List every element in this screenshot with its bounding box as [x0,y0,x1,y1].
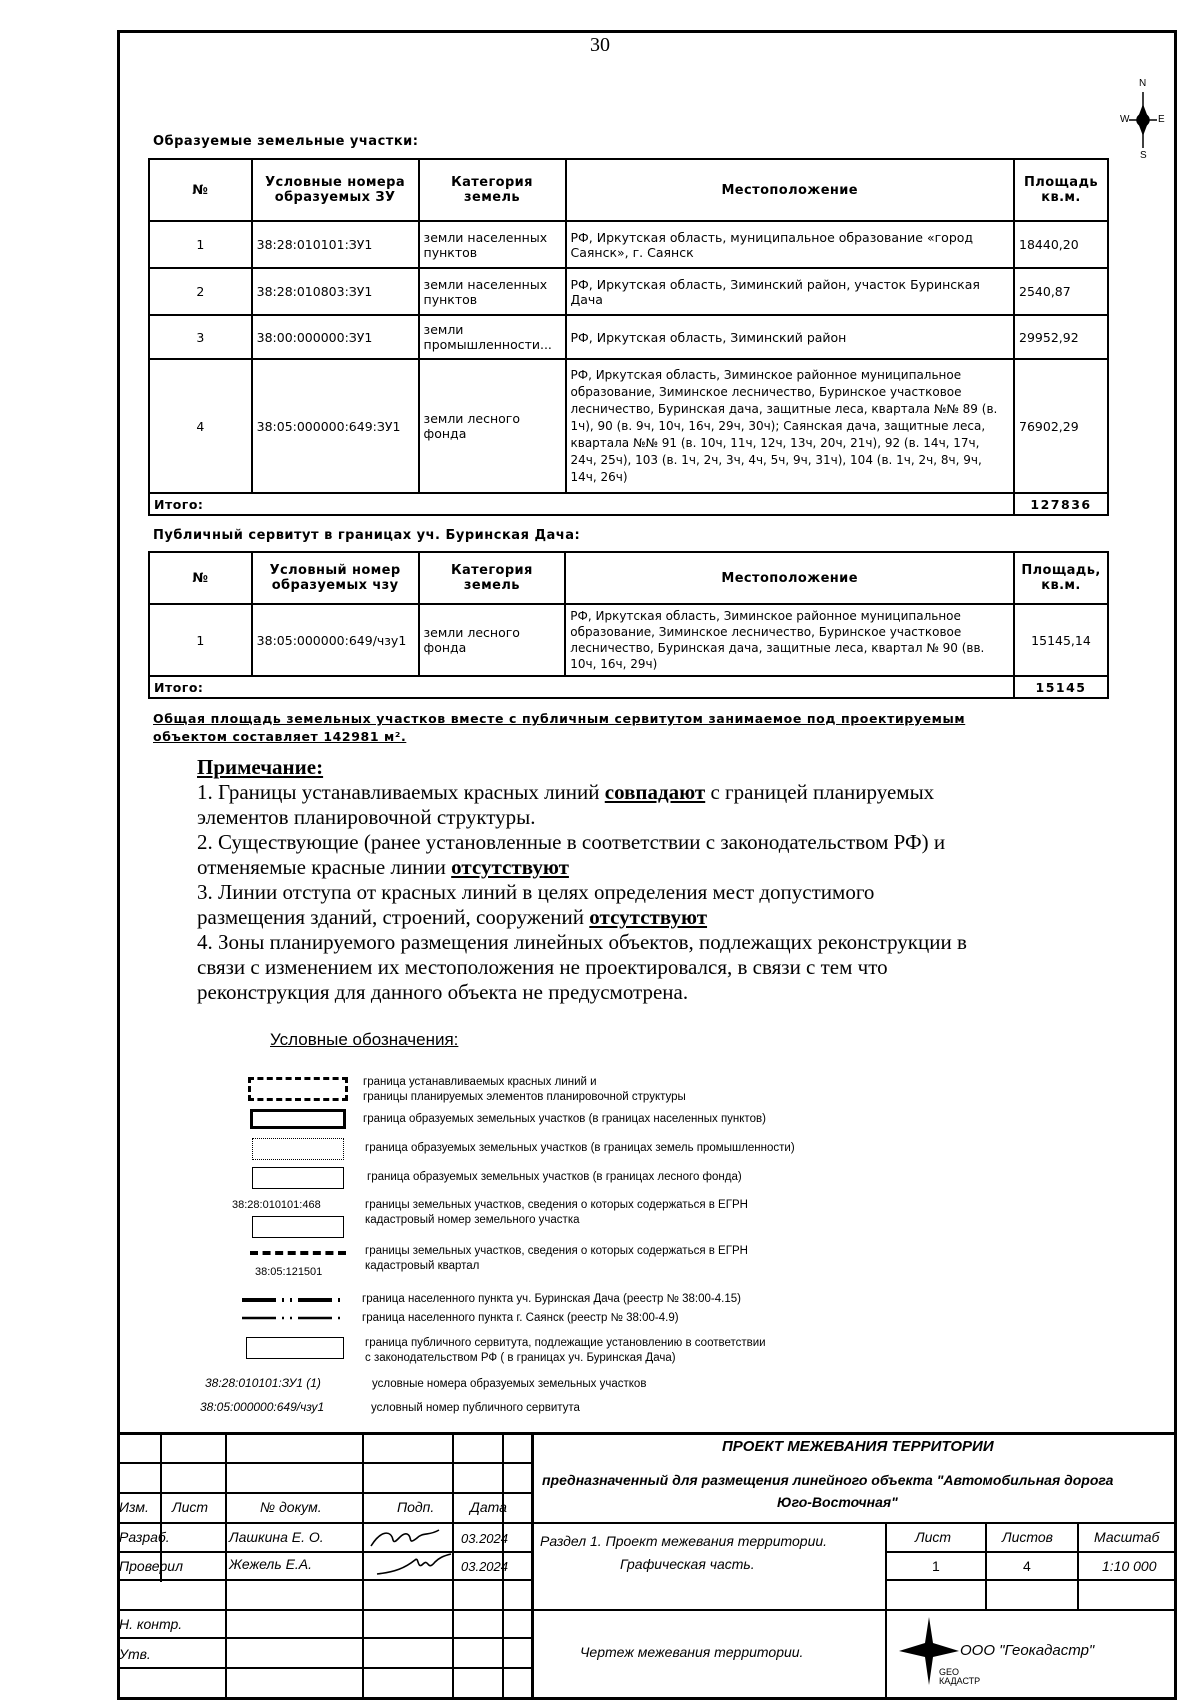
tb-line [117,1462,531,1464]
legend-egrn-plot-symbol [252,1216,344,1238]
legend-item-3: граница образуемых земельных участков (в границах земель промышленности) [365,1142,795,1154]
cell: РФ, Иркутская область, Зиминский район [566,315,1015,359]
note-1 [197,780,977,830]
logo-text-2: КАДАСТР [939,1676,981,1686]
project-subtitle-2: Юго-Восточная" [777,1494,898,1510]
tb-line [117,1432,1177,1435]
tb-line [117,1609,1177,1611]
note-1-emph: совпадают [604,780,706,804]
utv-label: Утв. [119,1646,151,1662]
table1-caption: Образуемые земельные участки: [153,134,419,149]
nkontr-label: Н. контр. [119,1616,183,1632]
note-3-emph: отсутствуют [589,905,708,929]
legend-item-10: условные номера образуемых земельных участков [372,1378,647,1390]
th-plot-id: Условные номера образуемых ЗУ [252,159,419,221]
legend-text: кадастровый квартал [365,1260,480,1272]
legend-quarter-number-sample: 38:05:121501 [255,1266,323,1278]
cell: 2540,87 [1014,268,1108,315]
legend-item-7: граница населенного пункта уч. Буринская Дача (реестр № 38:00-4.15) [362,1293,741,1305]
table-header-row [149,159,1108,221]
notes-title: Примечание: [197,755,324,779]
tb-line [362,1432,364,1700]
proveril-name: Жежель Е.А. [229,1556,313,1572]
cell: 15145,14 [1014,604,1108,676]
tb-line [885,1551,1177,1553]
h-scale: Масштаб [1094,1529,1160,1545]
total-value: 15145 [1014,676,1108,698]
cell: 38:05:000000:649/чзу1 [252,604,419,676]
logo-text-1: GEO [939,1667,960,1677]
legend-text: границы земельных участков, сведения о которых содержаться в ЕГРН [365,1199,748,1211]
note-2-emph: отсутствуют [451,855,569,879]
legend-item-9 [365,1336,766,1366]
legend-servitude-number-sample: 38:05:000000:649/чзу1 [200,1400,325,1414]
summary-line1: Общая площадь земельных участков вместе с публичным сервитутом занимаемое под проектируемым [153,711,966,726]
tb-line [117,1667,531,1669]
cell: 29952,92 [1014,315,1108,359]
legend-text: границы планируемых элементов планировочной структуры [363,1091,686,1103]
cell: 38:28:010101:ЗУ1 [252,221,419,268]
legend-text: кадастровый номер земельного участка [365,1214,580,1226]
section-label: Раздел 1. Проект межевания территории. [540,1533,828,1549]
cell: 38:28:010803:ЗУ1 [252,268,419,315]
th-location: Местоположение [565,552,1014,604]
tb-line [985,1522,987,1609]
cell: РФ, Иркутская область, муниципальное образование «город Саянск», г. Саянск [566,221,1015,268]
cell: 4 [149,359,252,493]
compass-n: N [1139,78,1147,89]
legend-quarter-line-symbol [250,1251,346,1255]
total-label: Итого: [149,676,1014,698]
h-listov: Листов [1002,1529,1053,1545]
legend-red-line-symbol [248,1077,348,1101]
table2-caption: Публичный сервитут в границах уч. Буринская Дача: [153,528,581,543]
note-2 [197,830,977,880]
legend-item-11: условный номер публичного сервитута [371,1402,580,1414]
tb-line [225,1432,227,1700]
v-scale: 1:10 000 [1102,1558,1157,1574]
legend-text: граница устанавливаемых красных линий и [363,1076,597,1088]
tb-line [531,1432,534,1700]
legend-text: границы земельных участков, сведения о которых содержаться в ЕГРН [365,1245,748,1257]
compass-w: W [1120,114,1130,125]
drawing-title: Чертеж межевания территории. [580,1644,804,1660]
note-1-rest: с границей планируемых элементов планировочной структуры. [197,780,935,829]
v-list: 1 [932,1558,940,1574]
note-3 [197,880,977,930]
cell: 38:05:000000:649:ЗУ1 [252,359,419,493]
h-list: Лист [915,1529,952,1545]
th-location: Местоположение [566,159,1015,221]
compass-e: E [1158,114,1165,125]
note-1-text: 1. Границы устанавливаемых красных линий [197,780,605,804]
cell: земли населенных пунктов [419,268,566,315]
logo-text [939,1668,980,1686]
note-4: 4. Зоны планируемого размещения линейных объектов, подлежащих реконструкции в связи с изменением их местоположения не проектировался, в связи с тем что реконструкция для данного объекта не предусмотрена. [197,930,967,1004]
project-subtitle-1: предназначенный для размещения линейного объекта "Автомобильная дорога [542,1472,1114,1488]
th-category: Категория земель [419,159,566,221]
cell: РФ, Иркутская область, Зиминское районное муниципальное образование, Зиминское лесничество, Буринское участковое лесничество, Буринская дача, защитные леса, квартал № 90 (вв. 10ч, 16ч, 29ч) [565,604,1014,676]
legend-title: Условные обозначения: [270,1030,459,1049]
proveril-date: 03.2024 [461,1559,508,1574]
legend-forest-plot-symbol [252,1167,344,1189]
cell: 1 [149,604,252,676]
tb-line [885,1579,1177,1581]
legend-text: с законодательством РФ ( в границах уч. Буринская Дача) [365,1352,676,1364]
col-list: Лист [172,1499,209,1515]
col-date: Дата [470,1499,507,1515]
legend-servitude-symbol [246,1337,344,1359]
th-area: Площадь кв.м. [1014,159,1108,221]
th-plot-id: Условный номер образуемых чзу [252,552,419,604]
tb-line [1077,1522,1079,1609]
cell: 1 [149,221,252,268]
razrab-date: 03.2024 [461,1531,508,1546]
tb-line [117,1637,531,1639]
company-name: ООО "Геокадастр" [960,1642,1095,1659]
th-category: Категория земель [419,552,566,604]
v-listov: 4 [1023,1558,1031,1574]
cell: 38:00:000000:ЗУ1 [252,315,419,359]
title-block [117,1432,1177,1700]
legend-item-4: граница образуемых земельных участков (в границах лесного фонда) [367,1171,742,1183]
land-plots-table [148,158,1109,516]
table-row [149,221,1108,268]
total-area-summary [153,710,1033,746]
th-number: № [149,159,252,221]
cell: 2 [149,268,252,315]
legend-item-5 [365,1198,748,1228]
tb-line [117,1492,531,1494]
tb-line [117,1579,531,1581]
compass-s: S [1140,150,1147,161]
servitude-table [148,551,1109,699]
legend-item-8: граница населенного пункта г. Саянск (реестр № 38:00-4.9) [362,1312,679,1324]
compass-rose-icon [1120,78,1166,162]
table-total-row [149,676,1108,698]
signature-icon [375,1550,455,1580]
th-area: Площадь, кв.м. [1014,552,1108,604]
col-izm: Изм. [119,1499,149,1515]
total-value: 127836 [1014,493,1108,515]
legend-plot-number-sample: 38:28:010101:ЗУ1 (1) [205,1376,321,1390]
summary-line2: объектом составляет 142981 м². [153,729,407,744]
notes-block [197,755,977,1005]
col-doc: № докум. [260,1499,322,1515]
table-row [149,315,1108,359]
cell: РФ, Иркутская область, Зиминское районное муниципальное образование, Зиминское лесничество, Буринское участковое лесничество, Буринская дача, защитные леса, квартала №№ 89 (в. 1ч), 90 (в. 9ч, 10ч, 16ч, 29ч, 30ч); Саянская дача, защитные леса, квартала №№ 91 (в. 10ч, 11ч, 12ч, 13ч, 20ч, 21ч), 92 (в. 14ч, 17ч, 24ч, 25ч), 103 (в. 1ч, 2ч, 3ч, 4ч, 5ч, 9ч, 31ч), 104 (в. 1ч, 2ч, 8ч, 9ч, 14ч, 26ч) [566,359,1015,493]
legend-item-6 [365,1244,748,1274]
page-number: 30 [590,34,610,56]
table-row [149,268,1108,315]
cell: 3 [149,315,252,359]
total-label: Итого: [149,493,1014,515]
tb-line [117,1551,531,1553]
cell: земли лесного фонда [419,604,566,676]
th-number: № [149,552,252,604]
table-total-row [149,493,1108,515]
legend-settlement-border-symbols [240,1294,348,1324]
table-row [149,604,1108,676]
section-label-2: Графическая часть. [620,1556,755,1572]
legend-text: граница публичного сервитута, подлежащие установлению в соответствии [365,1337,766,1349]
legend-settlement-plot-symbol [250,1109,346,1129]
cell: земли населенных пунктов [419,221,566,268]
project-title: ПРОЕКТ МЕЖЕВАНИЯ ТЕРРИТОРИИ [722,1438,994,1455]
note-3-text: 3. Линии отступа от красных линий в целях определения мест допустимого размещения зданий, строений, сооружений [197,880,875,929]
cell: РФ, Иркутская область, Зиминский район, участок Буринская Дача [566,268,1015,315]
table-row [149,359,1108,493]
legend-item-1 [363,1075,686,1105]
col-podp: Подп. [397,1499,435,1515]
proveril-label: Проверил [119,1558,183,1574]
cell: земли промышленности... [419,315,566,359]
cell: 76902,29 [1014,359,1108,493]
table-header-row [149,552,1108,604]
note-2-text: 2. Существующие (ранее установленные в соответствии с законодательством РФ) и отменяемые красные линии [197,830,946,879]
legend-item-2: граница образуемых земельных участков (в границах населенных пунктов) [363,1113,766,1125]
cell: земли лесного фонда [419,359,566,493]
legend-industrial-plot-symbol [252,1138,344,1160]
tb-line [117,1522,1177,1524]
signature-icon [367,1524,452,1552]
tb-line [885,1522,887,1700]
razrab-label: Разраб. [119,1529,170,1545]
cell: 18440,20 [1014,221,1108,268]
razrab-name: Лашкина Е. О. [229,1529,324,1545]
legend-cadastral-number-sample: 38:28:010101:468 [232,1199,321,1211]
